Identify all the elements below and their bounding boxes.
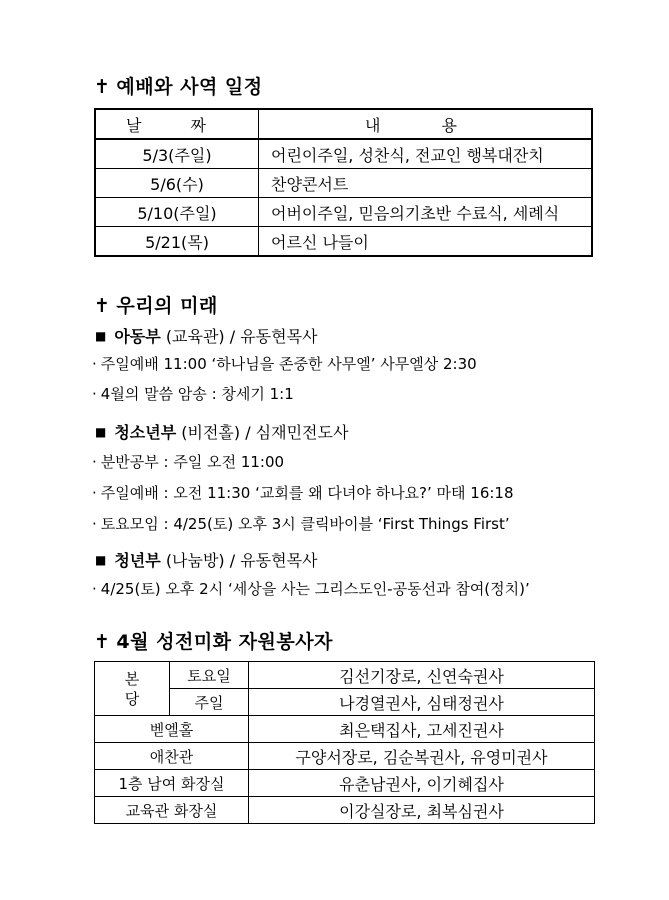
schedule-date: 5/10(주일) — [95, 198, 259, 227]
volunteer-place: 벧엘홀 — [95, 716, 249, 743]
volunteer-place: 토요일 — [170, 662, 249, 689]
future-title: ✝ 우리의 미래 — [94, 295, 218, 317]
schedule-date: 5/21(목) — [95, 227, 259, 257]
square-bullet-icon: ■ — [95, 553, 107, 567]
list-item: · 분반공부 : 주일 오전 11:00 — [92, 453, 285, 471]
worship-schedule-title: ✝ 예배와 사역 일정 — [94, 76, 263, 98]
volunteer-names: 이강실장로, 최복심권사 — [249, 797, 595, 824]
schedule-content: 어르신 나들이 — [259, 227, 593, 257]
list-item: · 4월의 말씀 암송 : 창세기 1:1 — [92, 385, 294, 403]
volunteer-place: 주일 — [170, 689, 249, 716]
table-row — [95, 198, 592, 227]
cross-icon: ✝ — [94, 295, 111, 317]
schedule-date: 5/3(주일) — [95, 139, 259, 169]
schedule-date: 5/6(수) — [95, 169, 259, 198]
volunteer-title: ✝ 4월 성전미화 자원봉사자 — [94, 631, 333, 653]
table-row — [95, 797, 595, 824]
volunteer-names: 김선기장로, 신연숙권사 — [249, 662, 595, 689]
volunteer-table — [94, 661, 595, 824]
schedule-content: 어버이주일, 믿음의기초반 수료식, 세례식 — [259, 198, 593, 227]
table-row — [95, 770, 595, 797]
square-bullet-icon: ■ — [95, 329, 107, 343]
table-row — [95, 716, 595, 743]
volunteer-names: 구양서장로, 김순복권사, 유영미권사 — [249, 743, 595, 770]
table-row — [95, 169, 592, 198]
square-bullet-icon: ■ — [95, 425, 107, 439]
volunteer-place: 애찬관 — [95, 743, 249, 770]
children-dept-heading: ■ 아동부 (교육관) / 유동현목사 — [95, 327, 318, 346]
header-date: 날 짜 — [95, 109, 259, 139]
worship-schedule-table — [94, 108, 593, 257]
list-item: · 토요모임 : 4/25(토) 오후 3시 클릭바이블 ‘First Things First’ — [92, 515, 510, 533]
table-row — [95, 662, 595, 689]
list-item: · 주일예배 : 오전 11:30 ‘교회를 왜 다녀야 하나요?’ 마태 16:18 — [92, 484, 514, 502]
volunteer-names: 유춘남권사, 이기혜집사 — [249, 770, 595, 797]
table-row — [95, 227, 592, 257]
schedule-content: 찬양콘서트 — [259, 169, 593, 198]
cross-icon: ✝ — [94, 76, 111, 98]
list-item: · 주일예배 11:00 ‘하나님을 존중한 사무엘’ 사무엘상 2:30 — [92, 355, 477, 373]
table-row — [95, 139, 592, 169]
young-adults-dept-heading: ■ 청년부 (나눔방) / 유동현목사 — [95, 551, 318, 570]
volunteer-place: 1층 남여 화장실 — [95, 770, 249, 797]
schedule-content: 어린이주일, 성찬식, 전교인 행복대잔치 — [259, 139, 593, 169]
cross-icon: ✝ — [94, 631, 111, 653]
header-content: 내 용 — [259, 109, 593, 139]
volunteer-names: 최은택집사, 고세진권사 — [249, 716, 595, 743]
main-hall-label: 본 당 — [95, 662, 170, 716]
volunteer-names: 나경열권사, 심태정권사 — [249, 689, 595, 716]
youth-dept-heading: ■ 청소년부 (비전홀) / 심재민전도사 — [95, 423, 349, 442]
list-item: · 4/25(토) 오후 2시 ‘세상을 사는 그리스도인-공동선과 참여(정치)’ — [92, 580, 530, 598]
table-header-row — [95, 109, 592, 139]
table-row — [95, 743, 595, 770]
table-row — [95, 689, 595, 716]
volunteer-place: 교육관 화장실 — [95, 797, 249, 824]
